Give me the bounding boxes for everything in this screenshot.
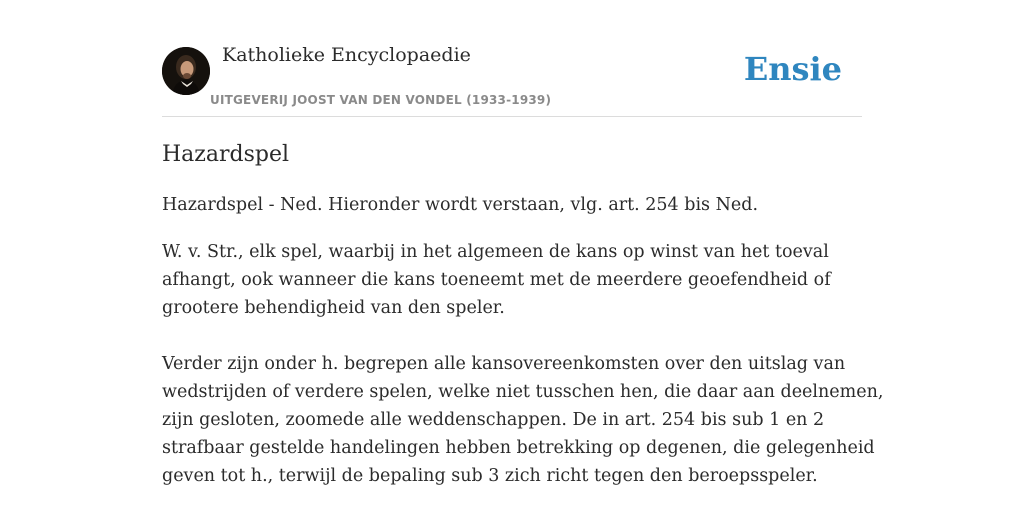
publisher-label: UITGEVERIJ JOOST VAN DEN VONDEL (1933-1939) — [210, 93, 552, 107]
site-header — [162, 40, 862, 117]
paragraph-line: geven tot h., terwijl de bepaling sub 3 zich richt tegen den beroepsspeler. — [162, 466, 818, 486]
article-title: Hazardspel — [162, 142, 290, 167]
site-title[interactable]: Katholieke Encyclopaedie — [222, 44, 471, 66]
paragraph-line: wedstrijden of verdere spelen, welke niet tusschen hen, die daar aan deelnemen, — [162, 382, 884, 402]
paragraph-line: afhangt, ook wanneer die kans toeneemt met de meerdere geoefendheid of — [162, 270, 831, 290]
article-paragraph-2 — [162, 350, 884, 490]
article-lead: Hazardspel - Ned. Hieronder wordt verstaan, vlg. art. 254 bis Ned. — [162, 195, 759, 215]
paragraph-line: W. v. Str., elk spel, waarbij in het algemeen de kans op winst van het toeval — [162, 242, 829, 262]
paragraph-line: strafbaar gestelde handelingen hebben betrekking op degenen, die gelegenheid — [162, 438, 875, 458]
paragraph-line: grootere behendigheid van den speler. — [162, 298, 505, 318]
paragraph-line: zijn gesloten, zoomede alle weddenschappen. De in art. 254 bis sub 1 en 2 — [162, 410, 825, 430]
article — [162, 138, 884, 490]
paragraph-line: Verder zijn onder h. begrepen alle kansovereenkomsten over den uitslag van — [162, 354, 846, 374]
portrait-avatar-icon[interactable] — [162, 47, 210, 95]
article-paragraph-1 — [162, 238, 862, 322]
ensie-logo-link[interactable]: Ensie — [743, 50, 842, 88]
